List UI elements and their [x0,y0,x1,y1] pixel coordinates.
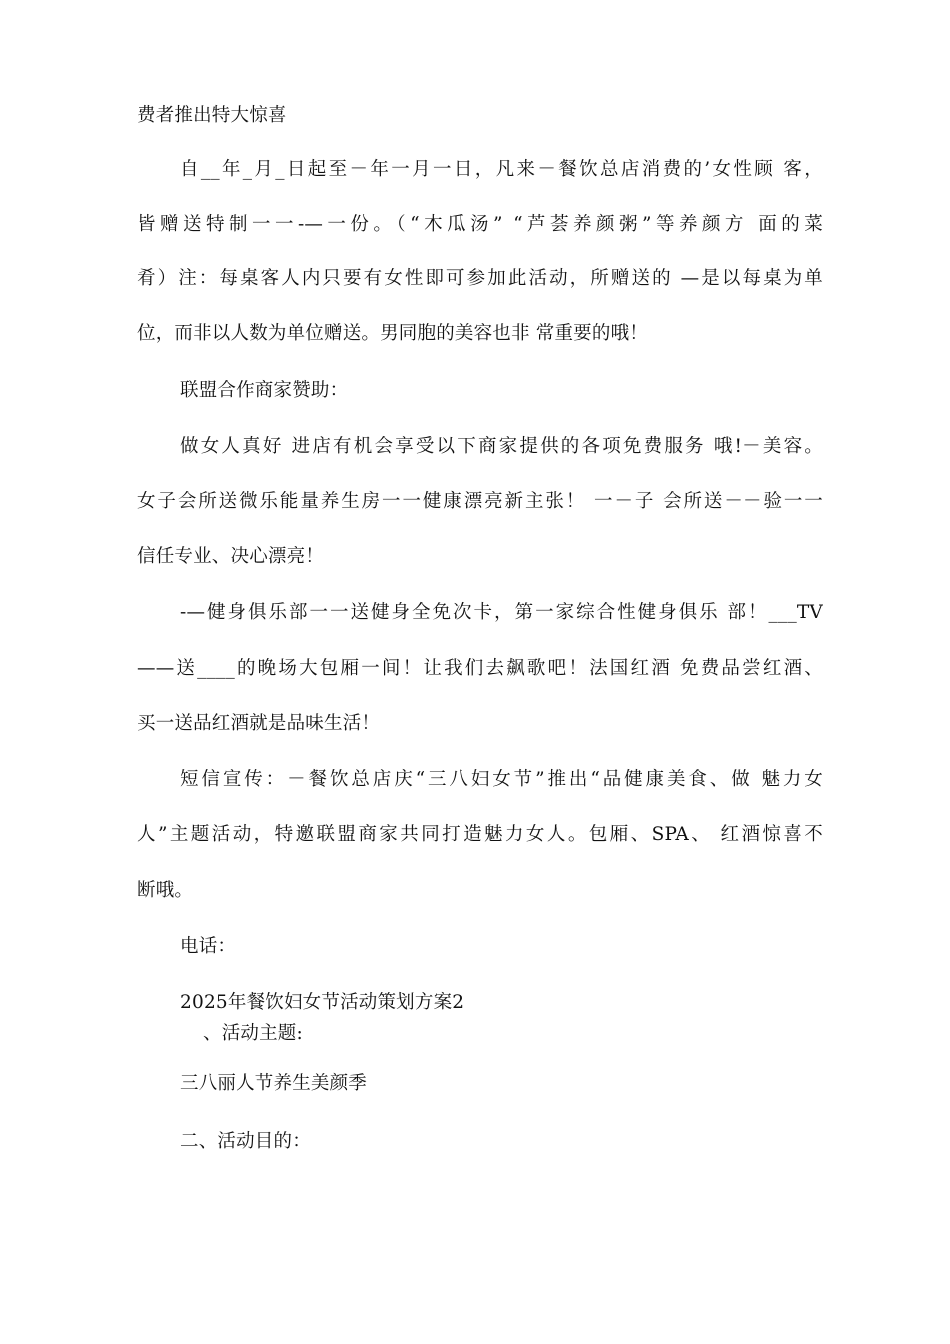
text-line-10: -—健身俱乐部一一送健身全免次卡，第一家综合性健身俱乐 部！___TV [180,602,823,623]
text-line-8: 女子会所送微乐能量养生房一一健康漂亮新主张！ 一－子 会所送－－验一一 [137,491,823,512]
text-line-5: 位，而非以人数为单位赠送。男同胞的美容也非 常重要的哦！ [137,323,648,344]
section-heading-theme: 、活动主题: [203,1023,303,1044]
section-heading-purpose: 二、活动目的： [180,1131,311,1152]
text-line-1: 费者推出特大惊喜 [137,105,287,126]
text-line-7: 做女人真好 进店有机会享受以下商家提供的各项免费服务 哦!－美容。 [180,436,823,457]
text-line-13: 短信宣传：－餐饮总店庆“三八妇女节”推出“品健康美食、做 魅力女 [180,769,823,790]
text-line-3: 皆赠送特制一一-—一份。（“木瓜汤” “芦荟养颜粥”等养颜方 面的菜 [137,214,823,235]
plan-title: 2025年餐饮妇女节活动策划方案2 [180,992,465,1013]
text-line-2: 自__年_月_日起至－年一月一日，凡来－餐饮总店消费的’女性顾 客， [180,159,823,180]
text-line-4: 肴）注：每桌客人内只要有女性即可参加此活动，所赠送的 —是以每桌为单 [137,268,823,289]
text-line-11: ——送____的晚场大包厢一间！让我们去飙歌吧！法国红酒 免费品尝红酒、 [137,658,823,679]
section-heading-sponsors: 联盟合作商家赞助： [180,380,349,401]
theme-text: 三八丽人节养生美颜季 [180,1073,368,1094]
text-line-9: 信任专业、决心漂亮！ [137,546,325,567]
text-line-15: 断哦。 [137,880,194,901]
phone-label: 电话： [180,936,237,957]
text-line-14: 人”主题活动，特邀联盟商家共同打造魅力女人。包厢、SPA、 红酒惊喜不 [137,824,823,845]
text-line-12: 买一送品红酒就是品味生活！ [137,713,381,734]
